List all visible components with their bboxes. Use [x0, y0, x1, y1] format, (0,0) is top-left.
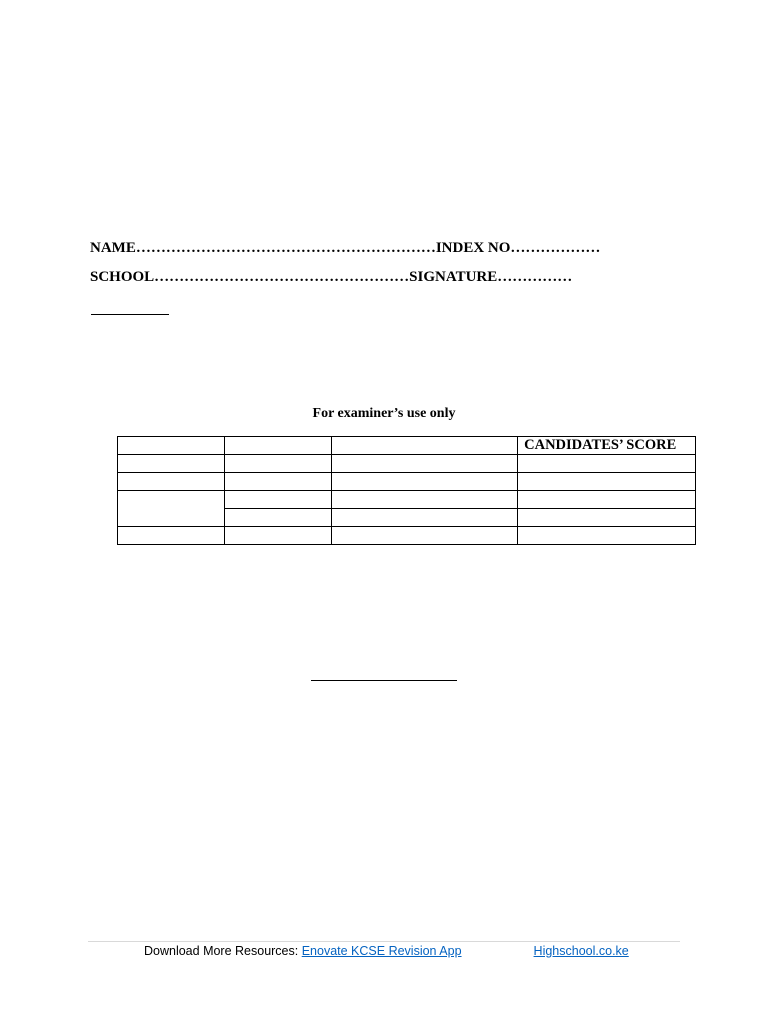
- center-rule: [311, 680, 457, 681]
- short-underline-rule: [91, 314, 169, 315]
- table-row: [118, 527, 696, 545]
- table-cell: [518, 491, 696, 509]
- examiner-score-table: [117, 436, 696, 545]
- table-row: [118, 437, 696, 455]
- table-cell: [224, 455, 331, 473]
- table-row: [118, 455, 696, 473]
- table-cell: [518, 455, 696, 473]
- footer: [144, 944, 629, 958]
- table-cell: [118, 437, 225, 455]
- name-index-line: NAME……………………………………………………INDEX NO………………: [90, 240, 601, 256]
- table-cell: [224, 491, 331, 509]
- table-row: [118, 491, 696, 509]
- table-cell: [224, 437, 331, 455]
- table-cell: [331, 509, 518, 527]
- table-cell: [118, 455, 225, 473]
- table-cell: [331, 491, 518, 509]
- school-signature-line: SCHOOL……………………………………………SIGNATURE……………: [90, 269, 573, 285]
- table-cell: [118, 473, 225, 491]
- footer-divider: [88, 941, 680, 942]
- candidates-score-header: CANDIDATES’ SCORE: [518, 437, 696, 455]
- table-cell: [518, 473, 696, 491]
- examiner-use-title: For examiner’s use only: [312, 406, 456, 421]
- table-cell: [118, 527, 225, 545]
- table-row: [118, 473, 696, 491]
- table-cell: [331, 455, 518, 473]
- table-cell: [518, 509, 696, 527]
- merged-table-cell: [118, 491, 225, 527]
- table-cell: [331, 527, 518, 545]
- enovate-app-link[interactable]: Enovate KCSE Revision App: [301, 944, 462, 958]
- table-cell: [331, 473, 518, 491]
- table-cell: [331, 437, 518, 455]
- footer-prefix: Download More Resources:: [144, 944, 302, 958]
- table-cell: [224, 527, 331, 545]
- table-cell: [224, 509, 331, 527]
- highschool-link[interactable]: Highschool.co.ke: [533, 944, 629, 958]
- table-cell: [224, 473, 331, 491]
- table-cell: [518, 527, 696, 545]
